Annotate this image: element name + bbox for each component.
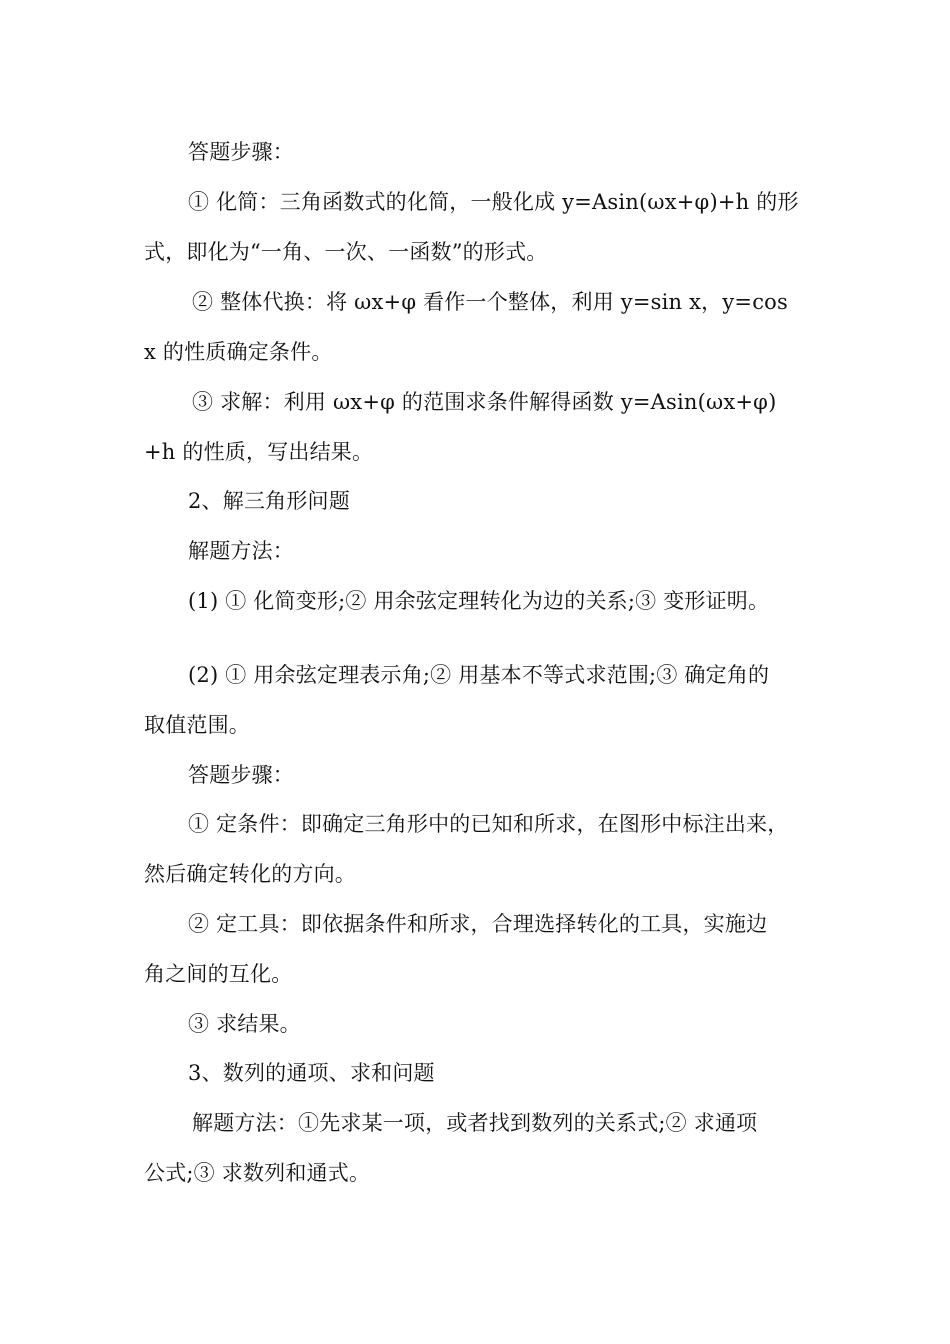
- paragraph-line: 然后确定转化的方向。: [144, 862, 356, 886]
- paragraph-line: (1) ① 化简变形;② 用余弦定理转化为边的关系;③ 变形证明。: [188, 589, 770, 613]
- section-heading-sequence: 3、数列的通项、求和问题: [188, 1061, 435, 1085]
- section-heading-answer-steps: 答题步骤：: [188, 140, 294, 164]
- section-heading-method: 解题方法：: [188, 539, 294, 563]
- paragraph-line: ③ 求结果。: [188, 1012, 301, 1036]
- paragraph-line: 解题方法：①先求某一项，或者找到数列的关系式;② 求通项: [192, 1111, 758, 1135]
- paragraph-line: 式，即化为“一角、一次、一函数”的形式。: [144, 240, 548, 264]
- paragraph-line: (2) ① 用余弦定理表示角;② 用基本不等式求范围;③ 确定角的: [188, 663, 770, 687]
- section-heading-answer-steps: 答题步骤：: [188, 763, 294, 787]
- section-heading-triangle: 2、解三角形问题: [188, 489, 350, 513]
- paragraph-line: ① 定条件：即确定三角形中的已知和所求，在图形中标注出来，: [188, 812, 789, 836]
- paragraph-line: ② 定工具：即依据条件和所求，合理选择转化的工具，实施边: [188, 912, 768, 936]
- paragraph-line: 公式;③ 求数列和通式。: [144, 1161, 371, 1185]
- paragraph-line: 角之间的互化。: [144, 962, 293, 986]
- paragraph-line: +h 的性质，写出结果。: [144, 440, 374, 464]
- paragraph-line: ② 整体代换：将 ωx+φ 看作一个整体，利用 y=sin x，y=cos: [192, 290, 789, 314]
- paragraph-line: x 的性质确定条件。: [144, 340, 333, 364]
- paragraph-line: 取值范围。: [144, 713, 250, 737]
- paragraph-line: ① 化简：三角函数式的化简，一般化成 y=Asin(ωx+φ)+h 的形: [188, 190, 799, 214]
- paragraph-line: ③ 求解：利用 ωx+φ 的范围求条件解得函数 y=Asin(ωx+φ): [192, 390, 777, 414]
